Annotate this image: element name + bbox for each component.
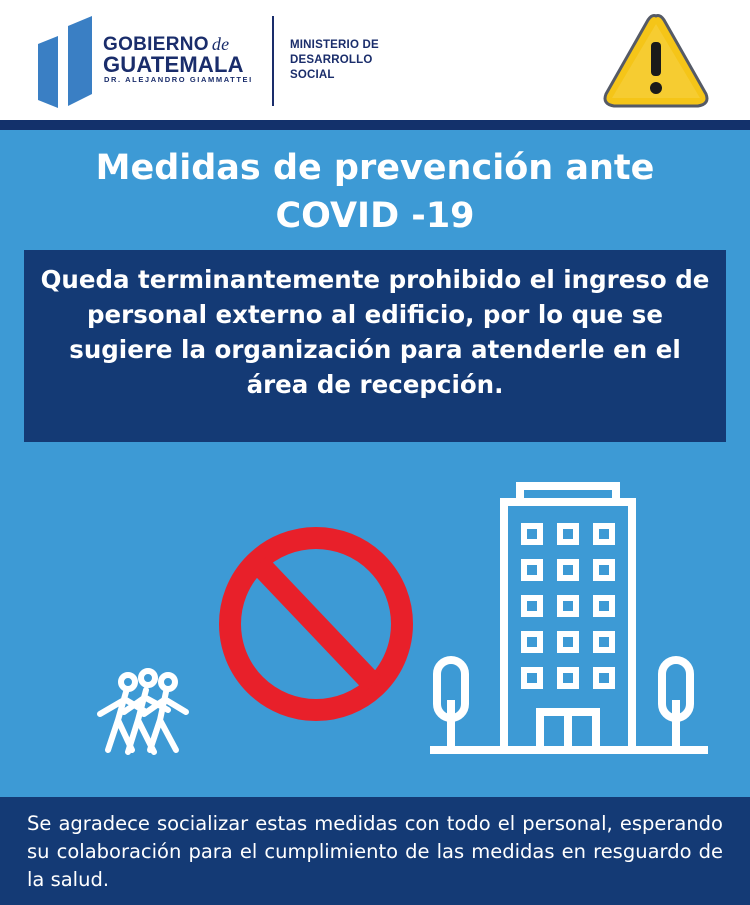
- tree-icon: [437, 660, 690, 748]
- footer: [0, 797, 750, 905]
- logo-gobierno-text: GOBIERNO de: [103, 34, 230, 55]
- illustration: [0, 470, 750, 795]
- footer-text: Se agradece socializar estas medidas con todo el personal, esperando su colaboración para el cumplimiento de las medidas en resguardo de la salud.: [27, 812, 723, 891]
- walking-people-icon: [100, 671, 186, 752]
- notice-box: [24, 250, 726, 442]
- header-divider: [272, 16, 274, 106]
- gobierno-logo-icon: [38, 14, 94, 108]
- notice-text: Queda terminantemente prohibido el ingreso de personal externo al edificio, por lo que se sugiere la organización para atenderle en el área de recepción.: [40, 265, 710, 399]
- logo-president-text: DR. ALEJANDRO GIAMMATTEI: [104, 75, 253, 84]
- header-underline-bar: [0, 120, 750, 130]
- ministry-name: MINISTERIO DE DESARROLLO SOCIAL: [290, 39, 379, 81]
- page-title: Medidas de prevención ante COVID -19: [95, 148, 655, 236]
- logo-guatemala-text: GUATEMALA: [103, 52, 244, 77]
- prohibited-sign-icon: [230, 538, 402, 710]
- header: [0, 0, 750, 120]
- warning-triangle-icon: [600, 10, 712, 110]
